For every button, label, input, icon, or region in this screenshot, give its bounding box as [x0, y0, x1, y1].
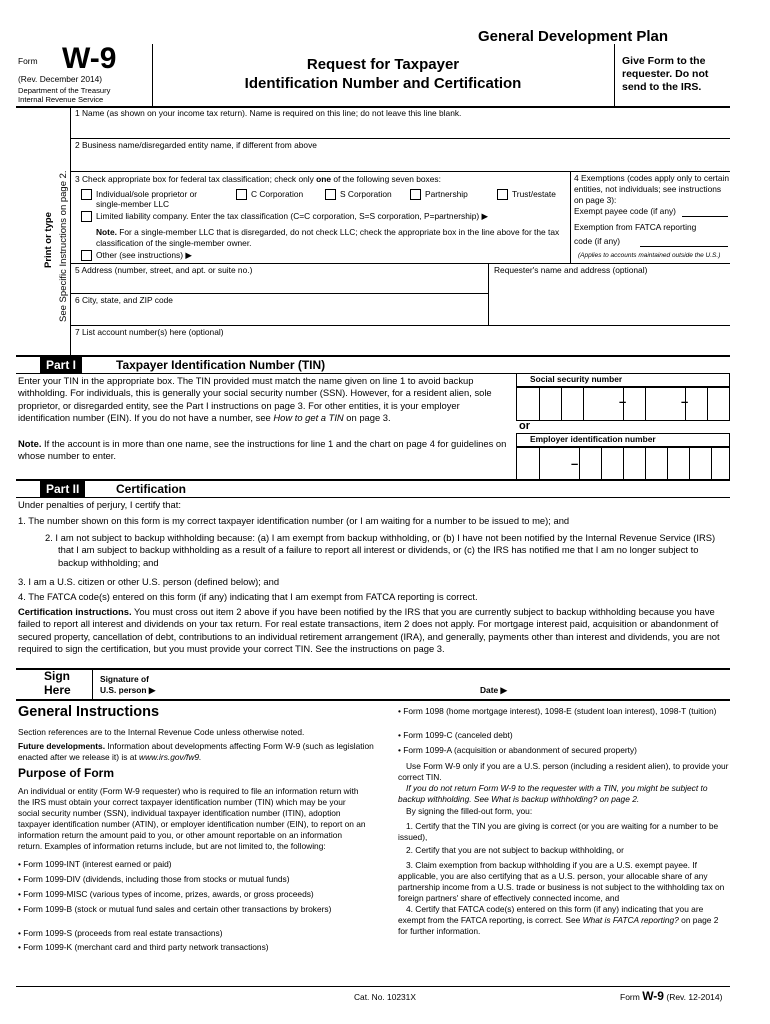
header-divider-right [614, 44, 615, 106]
or-label: or [519, 420, 530, 432]
llc-label: Limited liability company. Enter the tax classification (C=C corporation, S=S corporation, P=partnership) ▶ [96, 211, 488, 221]
future-developments: Future developments. Information about developments affecting Form W-9 (such as legislation enacted after we release it) is at www.irs.gov/fw9. [18, 741, 374, 762]
line6-rule [70, 325, 730, 326]
left-bullet: • Form 1099-S (proceeds from real estate transactions) [18, 928, 223, 938]
part2-title-rule [16, 497, 730, 498]
form-word: Form [18, 56, 38, 66]
ein-input[interactable] [516, 447, 730, 481]
certify-item2: 2. Certify that you are not subject to backup withholding, or [406, 845, 624, 855]
ein-cell-divider [601, 448, 602, 480]
left-bullet: • Form 1099-MISC (various types of income, prizes, awards, or gross proceeds) [18, 889, 314, 899]
left-bullet: • Form 1099-B (stock or mutual fund sales and certain other transactions by brokers) [18, 904, 332, 914]
sidebar-see-instructions: See Specific Instructions on page 2. [58, 170, 69, 322]
ein-cell-divider [579, 448, 580, 480]
part1-body: Enter your TIN in the appropriate box. The TIN provided must match the name given on line 1 to avoid backup withholding. For individuals, this is generally your social security number (SSN). However, for a resident alien, sole proprietor, or disregarded entity, see the Part I instructions on page 3. For other entities, it is your employer identification number (EIN). If you do not have a number, see How to get a TIN on page 3. [18, 375, 492, 424]
fatca-code-field[interactable] [640, 246, 728, 247]
ssn-cell-divider [539, 388, 540, 420]
sign-divider [92, 669, 93, 699]
ein-cell-divider [539, 448, 540, 480]
use-form-text: Use Form W-9 only if you are a U.S. person (including a resident alien), to provide your correct TIN. [398, 761, 729, 782]
part2-item2: 2. I am not subject to backup withholding because: (a) I am exempt from backup withholding, or (b) I have not been notified by the Internal Revenue Service (IRS) that I am subject to backup withholding as a result of a failure to report all interest or dividends, or (c) the IRS has notified me that I am no longer subject to backup withholding; and [45, 532, 716, 568]
general-instructions-heading: General Instructions [18, 704, 160, 720]
right-bullet: • Form 1098 (home mortgage interest), 1098-E (student loan interest), 1098-T (tuition) [398, 706, 717, 716]
trust-estate-checkbox[interactable] [497, 189, 508, 200]
signature-label-line1: Signature of [100, 674, 149, 684]
signature-label-line2: U.S. person ▶ [100, 685, 156, 695]
line1-label: 1 Name (as shown on your income tax return). Name is required on this line; do not leave this line blank. [75, 108, 462, 118]
date-label: Date ▶ [480, 685, 507, 695]
ssn-cell-divider [561, 388, 562, 420]
line2-label: 2 Business name/disregarded entity name, if different from above [75, 140, 317, 150]
ein-dash: – [571, 456, 579, 471]
ein-cell-divider [689, 448, 690, 480]
individual-label: Individual/sole proprietor or [96, 189, 198, 199]
part2-label: Part II [40, 481, 85, 497]
line5-label: 5 Address (number, street, and apt. or suite no.) [75, 265, 253, 275]
individual-label-line2: single-member LLC [96, 199, 170, 209]
purpose-text: An individual or entity (Form W-9 requester) who is required to file an information return with the IRS must obtain your correct taxpayer identification number (TIN) which may be your social security number (SSN), individual taxpayer identification number (ITIN), adoption taxpayer identification number (ATIN), or employer identification number (EIN), to report on an information return the amount paid to you, or other amount reportable on an information return. Examples of information returns include, but are not limited to, the following: [18, 786, 366, 851]
signature-field[interactable] [172, 672, 472, 696]
sign-label: Sign [44, 669, 70, 683]
c-corporation-checkbox[interactable] [236, 189, 247, 200]
form-title-line1: Request for Taxpayer [306, 56, 460, 73]
requester-divider [488, 263, 489, 325]
part1-title: Taxpayer Identification Number (TIN) [116, 358, 326, 372]
ein-cell-divider [645, 448, 646, 480]
certification-instructions: Certification instructions. You must cross out item 2 above if you have been notified by the IRS that you are currently subject to backup withholding because you have failed to report all interest and dividends on your tax return. For real estate transactions, item 2 does not apply. For mortgage interest paid, acquisition or abandonment of secured property, cancellation of debt, contributions to an individual retirement arrangement (IRA), and generally, payments other than interest and dividends, you are not required to sign the certification, but you must provide your correct TIN. See the instructions on page 3. [18, 606, 720, 655]
ein-cell-divider [623, 448, 624, 480]
line2-rule [70, 171, 730, 172]
exempt-payee-label: Exempt payee code (if any) [574, 206, 676, 216]
ssn-cell-divider [707, 388, 708, 420]
part2-intro: Under penalties of perjury, I certify that: [18, 499, 181, 510]
sidebar-divider [70, 107, 71, 355]
form-title-line2: Identification Number and Certification [244, 75, 522, 92]
other-checkbox[interactable] [81, 250, 92, 261]
part1-note: Note. If the account is in more than one name, see the instructions for line 1 and the chart on page 4 for guidelines on whose number to enter. [18, 438, 507, 462]
line1-rule [70, 138, 730, 139]
right-bullet: • Form 1099-A (acquisition or abandonment of secured property) [398, 745, 637, 755]
department-line1: Department of the Treasury [18, 86, 111, 95]
llc-checkbox[interactable] [81, 211, 92, 222]
catalog-number: Cat. No. 10231X [354, 992, 416, 1002]
part1-label: Part I [40, 357, 82, 373]
by-signing: By signing the filled-out form, you: [406, 806, 533, 816]
purpose-heading: Purpose of Form [18, 766, 115, 780]
applies-note: (Applies to accounts maintained outside the U.S.) [578, 252, 721, 259]
exempt-payee-field[interactable] [682, 216, 728, 217]
sign-bottom-rule [16, 699, 730, 701]
ein-label: Employer identification number [530, 434, 656, 444]
individual-checkbox[interactable] [81, 189, 92, 200]
footer-rule [16, 986, 730, 987]
s-corporation-label: S Corporation [340, 189, 392, 199]
line5-rule [70, 293, 488, 294]
if-you-do-not-return: If you do not return Form W-9 to the requester with a TIN, you might be subject to backup withholding. See What is backup withholding? on page 2. [398, 783, 708, 804]
give-form-note: Give Form to the requester. Do not send to the IRS. [622, 55, 709, 93]
form-revision: (Rev. December 2014) [18, 74, 103, 84]
here-label: Here [44, 683, 71, 697]
exemptions-title: 4 Exemptions (codes apply only to certain entities, not individuals; see instructions on page 3): [574, 173, 730, 205]
line6-label: 6 City, state, and ZIP code [75, 295, 173, 305]
part2-title: Certification [116, 482, 187, 496]
left-bullet: • Form 1099-K (merchant card and third party network transactions) [18, 942, 269, 952]
fatca-label-line1: Exemption from FATCA reporting [574, 222, 697, 232]
sidebar-print-or-type: Print or type [43, 212, 54, 268]
part2-item4: 4. The FATCA code(s) entered on this form (if any) indicating that I am exempt from FATCA reporting is correct. [18, 591, 478, 602]
c-corporation-label: C Corporation [251, 189, 304, 199]
certify-item4: 4. Certify that FATCA code(s) entered on this form (if any) indicating that you are exempt from the FATCA reporting, is correct. See What is FATCA reporting? on page 2 for further information. [398, 904, 719, 936]
part2-item1: 1. The number shown on this form is my correct taxpayer identification number (or I am waiting for a number to be issued to me); and [18, 515, 570, 526]
line3-label: 3 Check appropriate box for federal tax classification; check only one of the following seven boxes: [75, 174, 441, 184]
ssn-cell-divider [583, 388, 584, 420]
date-field[interactable] [520, 672, 728, 696]
sign-top-rule [16, 668, 730, 670]
left-bullet: • Form 1099-DIV (dividends, including those from stocks or mutual funds) [18, 874, 290, 884]
partnership-label: Partnership [425, 189, 468, 199]
ssn-label: Social security number [530, 374, 623, 384]
ssn-dash-1: – [619, 394, 627, 409]
requester-label: Requester's name and address (optional) [494, 265, 648, 275]
ssn-dash-2: – [681, 394, 689, 409]
part2-top-rule [16, 479, 730, 481]
left-bullet: • Form 1099-INT (interest earned or paid) [18, 859, 172, 869]
department-line2: Internal Revenue Service [18, 95, 104, 104]
exemptions-divider [570, 171, 571, 263]
ssn-cell-divider [645, 388, 646, 420]
llc-note: Note. For a single-member LLC that is disregarded, do not check LLC; check the appropriate box in the line above for the tax classification of the single-member owner. [96, 227, 560, 248]
ein-cell-divider [667, 448, 668, 480]
fatca-label-line2: code (if any) [574, 236, 621, 246]
trust-estate-label: Trust/estate [512, 189, 556, 199]
line3-rule [70, 263, 730, 264]
form-number: W-9 [62, 42, 117, 75]
s-corporation-checkbox[interactable] [325, 189, 336, 200]
section-references: Section references are to the Internal Revenue Code unless otherwise noted. [18, 727, 305, 737]
document-title: General Development Plan [478, 28, 669, 45]
line7-label: 7 List account number(s) here (optional) [75, 327, 224, 337]
part2-item3: 3. I am a U.S. citizen or other U.S. person (defined below); and [18, 576, 280, 587]
certify-item1: 1. Certify that the TIN you are giving is correct (or you are waiting for a number to be issued), [398, 821, 719, 842]
part1-top-rule [16, 355, 730, 357]
certify-item3: 3. Claim exemption from backup withholding if you are a U.S. exempt payee. If applicable, you are also certifying that as a U.S. person, your allocable share of any partnership income from a U.S. trade or business is not subject to the withholding tax on foreign partners' share of effectively connected income, and [398, 860, 725, 903]
partnership-checkbox[interactable] [410, 189, 421, 200]
right-bullet: • Form 1099-C (canceled debt) [398, 730, 513, 740]
footer-form-id: Form W-9 (Rev. 12-2014) [620, 989, 723, 1003]
ein-cell-divider [711, 448, 712, 480]
other-label: Other (see instructions) ▶ [96, 250, 192, 260]
